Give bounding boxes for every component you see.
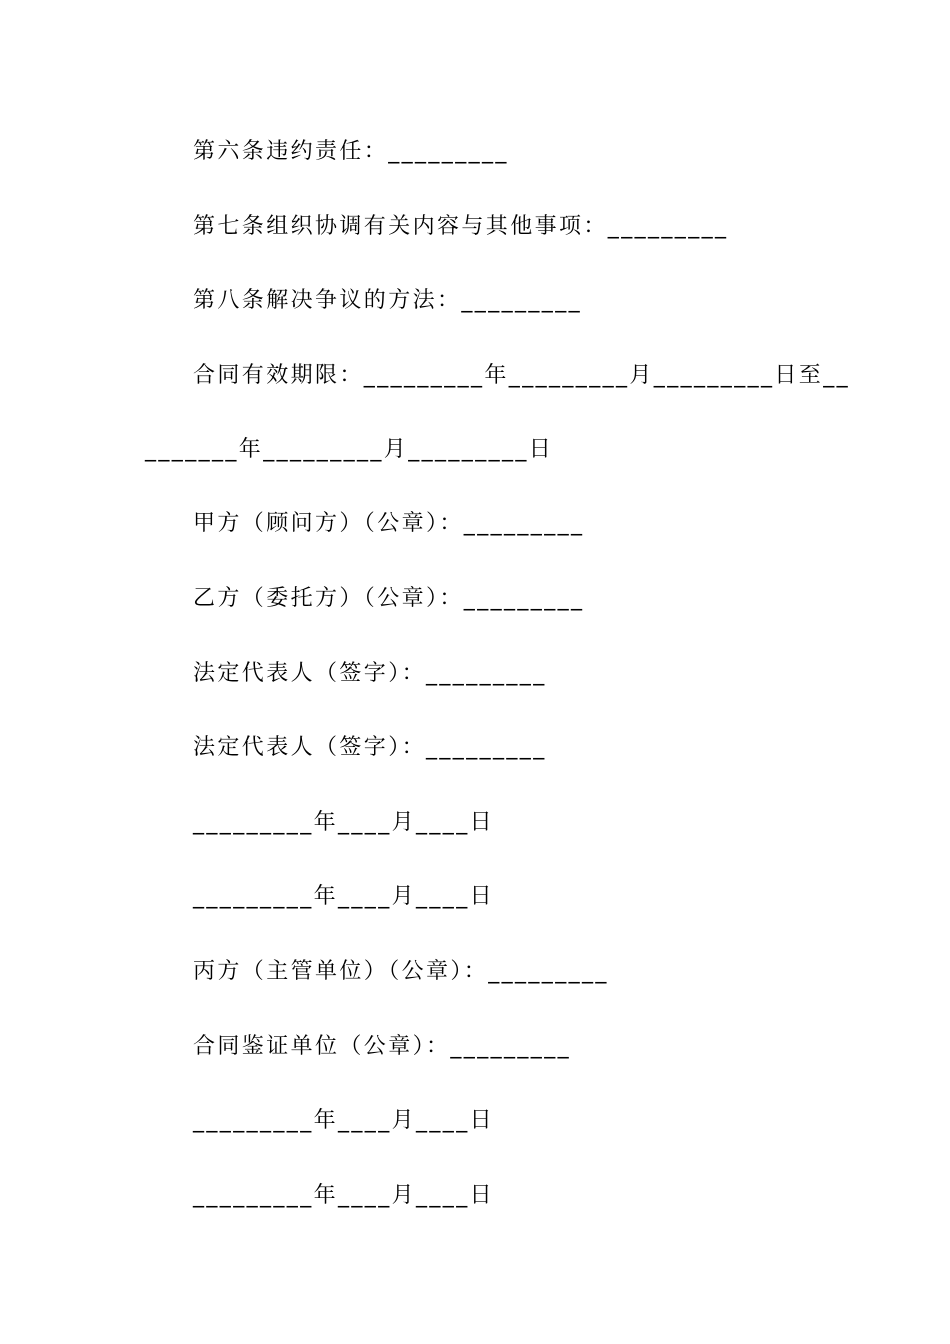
contract-term-line: 合同有效期限：_________年_________月_________日至__ xyxy=(193,363,851,388)
signing-date-1: _________年____月____日 xyxy=(193,810,495,835)
signing-date-4: _________年____月____日 xyxy=(193,1183,495,1208)
clause-7-coordination: 第七条组织协调有关内容与其他事项：_________ xyxy=(193,214,729,239)
legal-representative-signature-2: 法定代表人（签字）：_________ xyxy=(193,735,547,760)
signing-date-2: _________年____月____日 xyxy=(193,884,495,909)
contract-term-continuation: _______年_________月_________日 xyxy=(145,437,554,462)
legal-representative-signature-1: 法定代表人（签字）：_________ xyxy=(193,661,547,686)
certification-unit-seal: 合同鉴证单位（公章）：_________ xyxy=(193,1034,572,1059)
party-c-seal: 丙方（主管单位）（公章）：_________ xyxy=(193,959,609,984)
clause-6-liability: 第六条违约责任：_________ xyxy=(193,139,509,164)
clause-8-dispute-resolution: 第八条解决争议的方法：_________ xyxy=(193,288,583,313)
party-a-seal: 甲方（顾问方）（公章）：_________ xyxy=(193,511,585,536)
signing-date-3: _________年____月____日 xyxy=(193,1108,495,1133)
party-b-seal: 乙方（委托方）（公章）：_________ xyxy=(193,586,585,611)
